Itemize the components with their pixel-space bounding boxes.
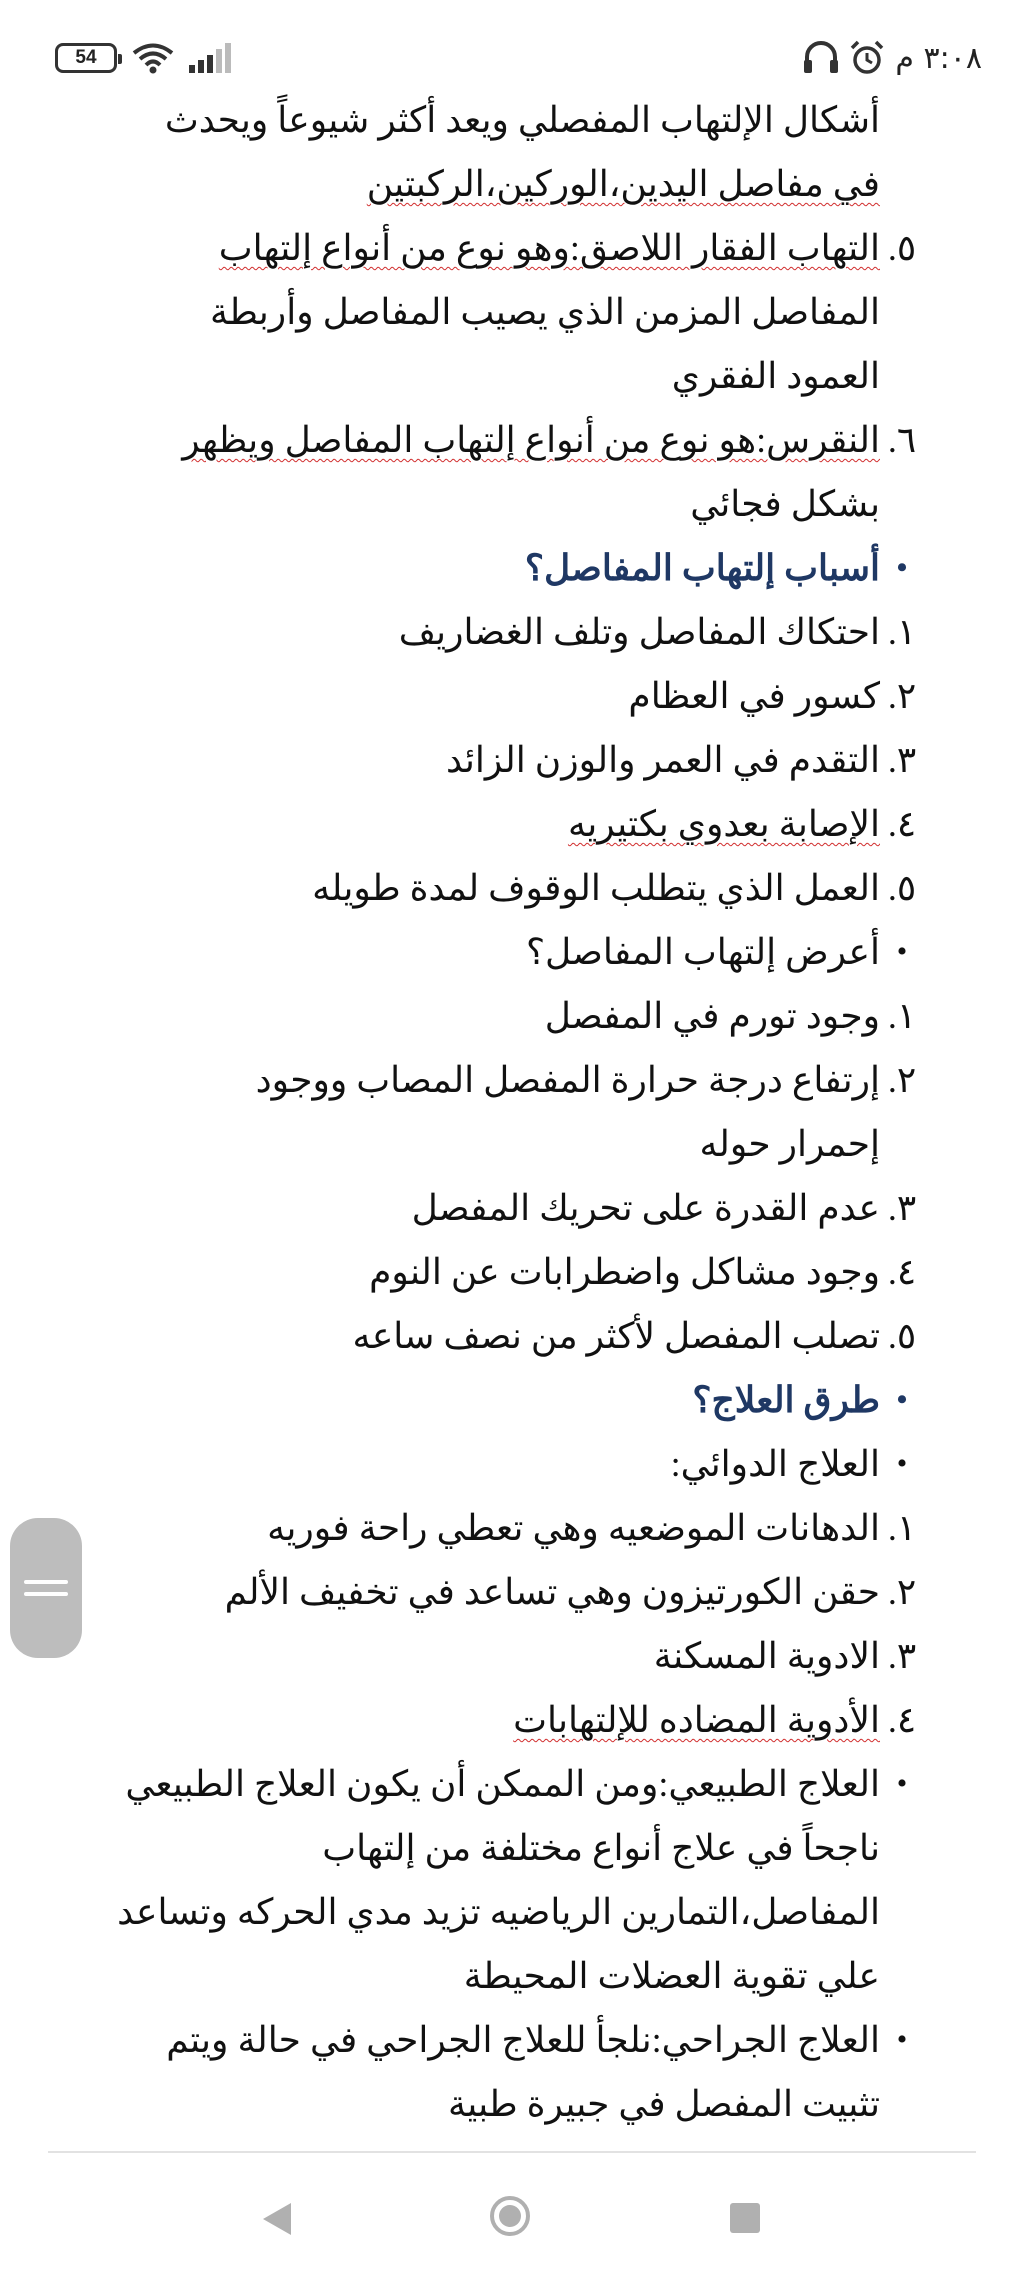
alarm-icon — [849, 40, 885, 76]
causes-heading — [60, 536, 908, 600]
paragraph-line: علي تقوية العضلات المحيطة — [463, 1956, 880, 1996]
list-item-text: الدهانات الموضعيه وهي تعطي راحة فوريه — [267, 1508, 880, 1548]
medical-item-4 — [60, 1688, 917, 1752]
list-number: ٢. — [887, 676, 917, 716]
heading-text: العلاج الدوائي: — [670, 1444, 880, 1484]
back-icon[interactable] — [263, 2203, 291, 2235]
medical-item-3 — [60, 1624, 917, 1688]
heading-text: أسباب إلتهاب المفاصل؟ — [524, 548, 880, 588]
paragraph-line: ناجحاً في علاج أنواع مختلفة من إلتهاب — [322, 1828, 880, 1868]
paragraph-line: العلاج الجراحي:نلجأ للعلاج الجراحي في حالة ويتم — [166, 2020, 880, 2060]
navigation-bar — [0, 2154, 1024, 2276]
battery-level: 54 — [75, 47, 97, 68]
list-number: ١. — [887, 996, 917, 1036]
cause-item-4 — [60, 792, 917, 856]
intro-line-2-text: في مفاصل اليدين،الوركين،الركبتين — [366, 164, 880, 204]
list-number: ٢. — [887, 1060, 917, 1100]
list-number: ١. — [887, 612, 917, 652]
list-item-line — [60, 792, 880, 856]
bullet-icon: • — [896, 1447, 908, 1480]
list-number: ١. — [887, 1508, 917, 1548]
list-item-line: إحمرار حوله — [699, 1124, 880, 1164]
list-number: ٥. — [887, 228, 917, 268]
list-item-line — [60, 1688, 880, 1752]
symptom-item-1 — [60, 984, 917, 1048]
bullet-icon: • — [896, 1767, 908, 1800]
list-item-line: وجود تورم في المفصل — [544, 996, 880, 1036]
status-right-group — [803, 40, 982, 76]
list-number: ٣. — [887, 1636, 917, 1676]
list-item-text: كسور في العظام — [628, 676, 880, 716]
physical-therapy-item — [60, 1752, 908, 2008]
symptom-item-4 — [60, 1240, 917, 1304]
list-item-line: تصلب المفصل لأكثر من نصف ساعه — [352, 1316, 880, 1356]
symptom-item-3 — [60, 1176, 917, 1240]
battery-icon — [55, 43, 117, 73]
heading-text: طرق العلاج؟ — [692, 1380, 880, 1420]
list-item-text: احتكاك المفاصل وتلف الغضاريف — [398, 612, 880, 652]
intro-line-2 — [60, 152, 880, 216]
surgical-treatment-item — [60, 2008, 908, 2136]
medical-item-2 — [60, 1560, 917, 1624]
handle-bar — [24, 1580, 68, 1584]
list-item-text: حقن الكورتيزون وهي تساعد في تخفيف الألم — [224, 1572, 880, 1612]
list-number: ٤. — [887, 804, 917, 844]
cause-item-5 — [60, 856, 917, 920]
drag-handle[interactable] — [10, 1518, 82, 1658]
bullet-icon: • — [896, 551, 908, 584]
list-item-type-5 — [60, 216, 917, 408]
list-number: ٢. — [887, 1572, 917, 1612]
list-item-line: العمود الفقري — [671, 356, 880, 396]
cause-item-3 — [60, 728, 917, 792]
home-icon[interactable] — [490, 2196, 530, 2236]
list-number: ٤. — [887, 1700, 917, 1740]
treatment-heading — [60, 1368, 908, 1432]
bullet-icon: • — [896, 1383, 908, 1416]
list-item-line-text: النقرس:هو نوع من أنواع إلتهاب المفاصل ويظهر — [182, 420, 880, 460]
list-item-line: عدم القدرة على تحريك المفصل — [411, 1188, 880, 1228]
heading-text: أعرض إلتهاب المفاصل؟ — [525, 932, 880, 972]
intro-line-1: أشكال الإلتهاب المفصلي ويعد أكثر شيوعاً ويحدث — [164, 100, 880, 140]
list-item-type-6 — [60, 408, 917, 536]
bullet-icon: • — [896, 2023, 908, 2056]
divider — [48, 2151, 976, 2153]
list-number: ٥. — [887, 1316, 917, 1356]
list-number: ٤. — [887, 1252, 917, 1292]
status-left-group — [55, 42, 235, 74]
medical-item-1 — [60, 1496, 917, 1560]
paragraph-line: تثبيت المفصل في جبيرة طبية — [447, 2084, 880, 2124]
list-item-line: وجود مشاكل واضطرابات عن النوم — [369, 1252, 880, 1292]
bullet-icon: • — [896, 935, 908, 968]
cause-item-1 — [60, 600, 917, 664]
paragraph-line: المفاصل،التمارين الرياضيه تزيد مدي الحركه وتساعد — [117, 1892, 880, 1932]
list-item-text: الأدوية المضاده للإلتهابات — [513, 1700, 880, 1740]
medical-treatment-heading — [60, 1432, 908, 1496]
symptom-item-5 — [60, 1304, 917, 1368]
list-item-line: التهاب الفقار اللاصق:وهو نوع من أنواع إلتهاب — [218, 228, 880, 268]
clock-time: ٣:٠٨ م — [895, 40, 982, 76]
list-item-line: إرتفاع درجة حرارة المفصل المصاب ووجود — [255, 1060, 880, 1100]
list-number: ٥. — [887, 868, 917, 908]
list-item-text: الادوية المسكنة — [653, 1636, 880, 1676]
list-item-text: العمل الذي يتطلب الوقوف لمدة طويله — [312, 868, 880, 908]
list-item-line — [60, 408, 880, 472]
list-item-line: بشكل فجائي — [690, 484, 880, 524]
list-number: ٣. — [887, 740, 917, 780]
handle-bar — [24, 1592, 68, 1596]
cause-item-2 — [60, 664, 917, 728]
document-body — [60, 88, 917, 2136]
wifi-icon — [131, 42, 175, 74]
list-number: ٦. — [887, 420, 917, 460]
paragraph-line: العلاج الطبيعي:ومن الممكن أن يكون العلاج الطبيعي — [125, 1764, 880, 1804]
list-number: ٣. — [887, 1188, 917, 1228]
list-item-line: المفاصل المزمن الذي يصيب المفاصل وأربطة — [209, 292, 880, 332]
list-item-text: التقدم في العمر والوزن الزائد — [446, 740, 880, 780]
list-item-text: الإصابة بعدوي بكتيريه — [567, 804, 880, 844]
symptoms-heading — [60, 920, 908, 984]
symptom-item-2 — [60, 1048, 917, 1176]
recents-icon[interactable] — [730, 2203, 760, 2233]
signal-icon — [189, 43, 235, 73]
headphones-icon — [803, 41, 839, 75]
